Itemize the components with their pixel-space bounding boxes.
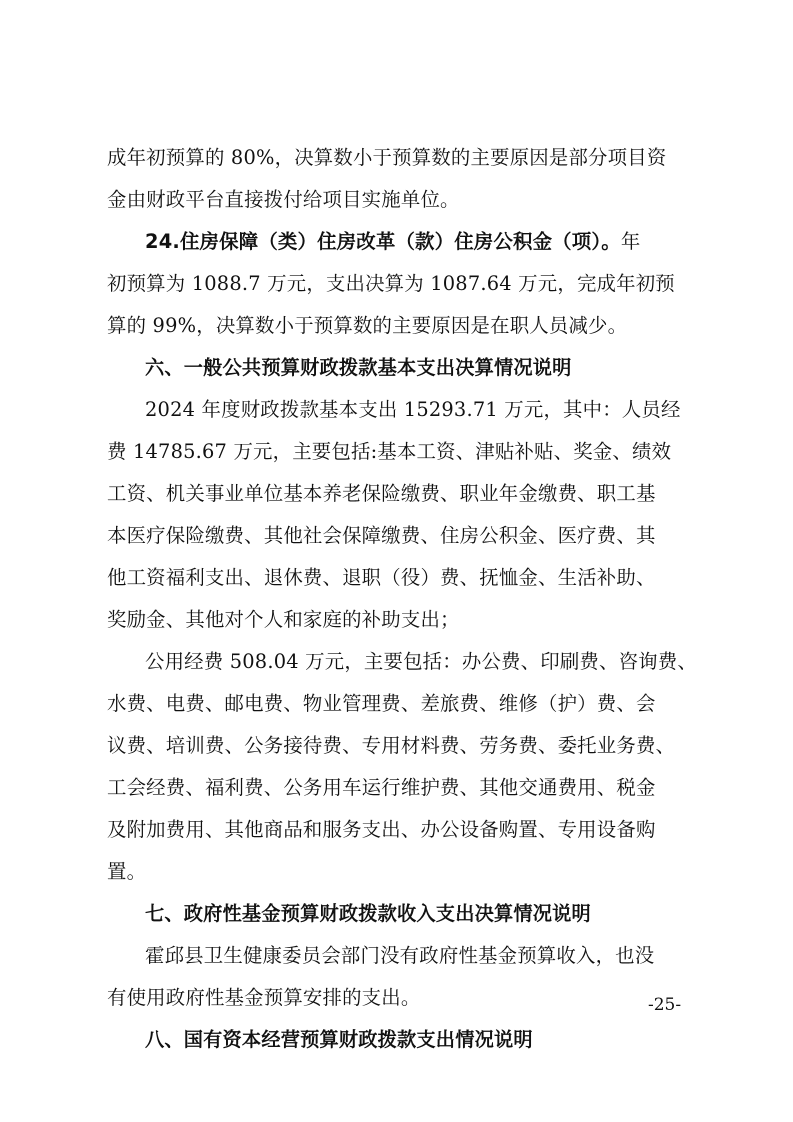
section-6-heading: 六、一般公共预算财政拨款基本支出决算情况说明 <box>145 356 572 379</box>
paragraph-line: 有使用政府性基金预算安排的支出。 <box>107 986 421 1009</box>
paragraph-line: 初预算为 1088.7 万元，支出决算为 1087.64 万元，完成年初预 <box>107 272 675 295</box>
paragraph-line: 算的 99%，决算数小于预算数的主要原因是在职人员减少。 <box>107 314 628 337</box>
paragraph-line: 本医疗保险缴费、其他社会保障缴费、住房公积金、医疗费、其 <box>107 524 656 547</box>
paragraph-line: 霍邱县卫生健康委员会部门没有政府性基金预算收入，也没 <box>145 944 655 967</box>
paragraph-line: 工资、机关事业单位基本养老保险缴费、职业年金缴费、职工基 <box>107 482 656 505</box>
paragraph-line: 水费、电费、邮电费、物业管理费、差旅费、维修（护）费、会 <box>107 692 656 715</box>
paragraph-line: 公用经费 508.04 万元，主要包括：办公费、印刷费、咨询费、 <box>145 650 697 673</box>
section-8-heading: 八、国有资本经营预算财政拨款支出情况说明 <box>145 1028 533 1051</box>
item-24-text: 年 <box>620 230 641 253</box>
section-7-heading: 七、政府性基金预算财政拨款收入支出决算情况说明 <box>145 902 591 925</box>
paragraph-line: 置。 <box>107 860 147 883</box>
paragraph-line: 议费、培训费、公务接待费、专用材料费、劳务费、委托业务费、 <box>107 734 676 757</box>
paragraph-line: 及附加费用、其他商品和服务支出、办公设备购置、专用设备购 <box>107 818 656 841</box>
paragraph-line: 金由财政平台直接拨付给项目实施单位。 <box>107 188 460 211</box>
item-24-heading: 24.住房保障（类）住房改革（款）住房公积金（项）。 <box>145 230 621 253</box>
paragraph-line: 他工资福利支出、退休费、退职（役）费、抚恤金、生活补助、 <box>107 566 656 589</box>
paragraph-line: 工会经费、福利费、公务用车运行维护费、其他交通费用、税金 <box>107 776 656 799</box>
paragraph-line: 费 14785.67 万元，主要包括:基本工资、津贴补贴、奖金、绩效 <box>107 440 672 463</box>
paragraph-line: 奖励金、其他对个人和家庭的补助支出； <box>107 608 460 631</box>
page-number: -25- <box>648 995 682 1015</box>
paragraph-line: 2024 年度财政拨款基本支出 15293.71 万元，其中：人员经 <box>145 398 681 421</box>
paragraph-line: 成年初预算的 80%，决算数小于预算数的主要原因是部分项目资 <box>107 146 667 169</box>
item-24-line <box>145 230 640 254</box>
